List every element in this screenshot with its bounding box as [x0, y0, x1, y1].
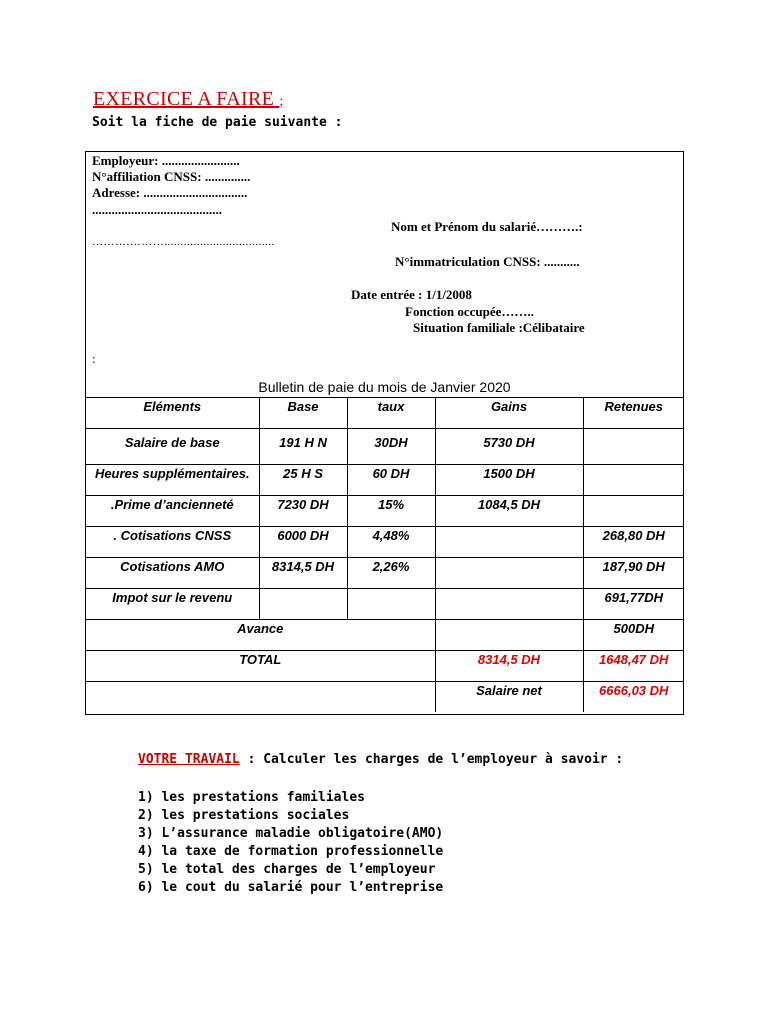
- cell-element: . Cotisations CNSS: [86, 527, 259, 558]
- cell-gains: [435, 620, 583, 651]
- cell-element: Cotisations AMO: [86, 558, 259, 589]
- table-row: [86, 496, 684, 527]
- list-item: 2) les prestations sociales: [138, 808, 350, 823]
- cell-retenues: [583, 429, 684, 465]
- cell-gains: [435, 527, 583, 558]
- exercise-title: EXERCICE A FAIRE ;: [93, 88, 284, 110]
- subtitle: Soit la fiche de paie suivante :: [92, 115, 343, 130]
- cell-base: 8314,5 DH: [259, 558, 347, 589]
- task-list: [138, 789, 443, 897]
- adresse-line-3: ……….………..................................: [92, 236, 275, 248]
- total-retenues: 1648,47 DH: [583, 651, 684, 682]
- list-item: 3) L’assurance maladie obligatoire(AMO): [138, 826, 444, 841]
- cell-base: 25 H S: [259, 465, 347, 496]
- cell-taux: 2,26%: [347, 558, 435, 589]
- cell-element: Heures supplémentaires.: [86, 465, 259, 496]
- total-row: [86, 651, 684, 682]
- immatriculation-line: N°immatriculation CNSS: ...........: [395, 254, 580, 269]
- cell-base: 7230 DH: [259, 496, 347, 527]
- affiliation-line: N°affiliation CNSS: ..............: [92, 169, 251, 184]
- cell-taux: [347, 589, 435, 620]
- adresse-line-2: ........................................: [92, 202, 222, 217]
- cell-element: Avance: [86, 620, 435, 651]
- bulletin-title: Bulletin de paie du mois de Janvier 2020: [258, 379, 511, 395]
- cell-taux: 30DH: [347, 429, 435, 465]
- table-header-row: [86, 398, 684, 429]
- cell-retenues: [583, 465, 684, 496]
- table-row: [86, 589, 684, 620]
- header-base: Base: [259, 398, 347, 429]
- cell-gains: [435, 589, 583, 620]
- header-taux: taux: [347, 398, 435, 429]
- fonction-line: Fonction occupée……..: [405, 304, 534, 319]
- list-item: 1) les prestations familiales: [138, 790, 365, 805]
- colon-mark: :: [92, 351, 96, 366]
- situation-line: Situation familiale :Célibataire: [413, 320, 585, 335]
- header-retenues: Retenues: [583, 398, 684, 429]
- cell-base: [259, 589, 347, 620]
- cell-element: Impot sur le revenu: [86, 589, 259, 620]
- header-gains: Gains: [435, 398, 583, 429]
- header-elements: Eléments: [86, 398, 259, 429]
- cell-element: Salaire de base: [86, 429, 259, 465]
- travail-text: : Calculer les charges de l’employeur à savoir :: [239, 752, 624, 767]
- cell-retenues: 500DH: [583, 620, 684, 651]
- cell-taux: 4,48%: [347, 527, 435, 558]
- list-item: 4) la taxe de formation professionnelle: [138, 844, 444, 859]
- travail-instruction: [138, 752, 623, 767]
- net-row: [86, 682, 684, 713]
- list-item: 5) le total des charges de l’employeur: [138, 862, 436, 877]
- cell-base: 6000 DH: [259, 527, 347, 558]
- cell-gains: 1084,5 DH: [435, 496, 583, 527]
- adresse-line: Adresse: ................................: [92, 185, 248, 200]
- travail-label: VOTRE TRAVAIL: [138, 752, 240, 767]
- date-entree-line: Date entrée : 1/1/2008: [351, 287, 472, 302]
- net-empty-cell: [86, 682, 435, 713]
- cell-taux: 15%: [347, 496, 435, 527]
- total-gains: 8314,5 DH: [435, 651, 583, 682]
- list-item: 6) le cout du salarié pour l’entreprise: [138, 880, 444, 895]
- cell-retenues: 187,90 DH: [583, 558, 684, 589]
- cell-gains: 1500 DH: [435, 465, 583, 496]
- cell-gains: 5730 DH: [435, 429, 583, 465]
- cell-retenues: 268,80 DH: [583, 527, 684, 558]
- table-row: [86, 558, 684, 589]
- cell-retenues: [583, 496, 684, 527]
- employeur-line: Employeur: ........................: [92, 153, 240, 168]
- cell-gains: [435, 558, 583, 589]
- table-row: [86, 429, 684, 465]
- payslip-box: [85, 151, 684, 715]
- cell-retenues: 691,77DH: [583, 589, 684, 620]
- employee-name-line: Nom et Prénom du salarié……….:: [391, 219, 583, 234]
- total-label: TOTAL: [86, 651, 435, 682]
- table-row: [86, 465, 684, 496]
- net-value: 6666,03 DH: [583, 682, 684, 713]
- net-label: Salaire net: [435, 682, 583, 713]
- cell-base: 191 H N: [259, 429, 347, 465]
- payslip-table: [86, 397, 684, 712]
- cell-element: .Prime d’ancienneté: [86, 496, 259, 527]
- table-row: [86, 527, 684, 558]
- table-row: [86, 620, 684, 651]
- cell-taux: 60 DH: [347, 465, 435, 496]
